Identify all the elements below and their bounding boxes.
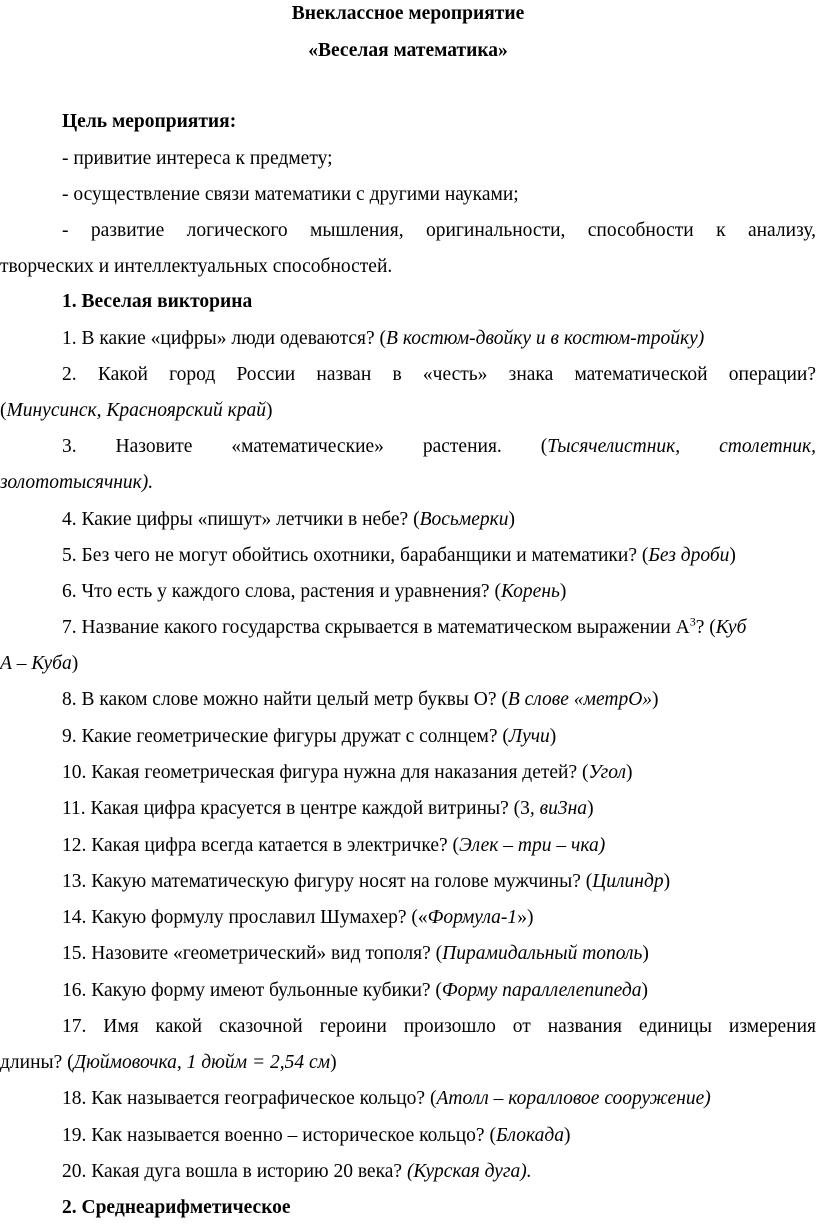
question-3-answer: золототысячник). xyxy=(0,472,154,493)
paren-close: ) xyxy=(330,1052,337,1073)
question-18 xyxy=(0,1087,816,1111)
question-text: 16. Какую форму имеют бульонные кубики? ( xyxy=(62,980,442,1001)
question-1 xyxy=(0,327,816,351)
question-text: 4. Какие цифры «пишут» летчики в небе? ( xyxy=(62,509,420,530)
question-answer: Восьмерки xyxy=(419,509,509,530)
question-answer: Корень xyxy=(500,581,560,602)
question-text: 5. Без чего не могут обойтись охотники, барабанщики и математики? ( xyxy=(62,545,649,566)
question-2-answer xyxy=(0,399,816,423)
section-2-heading: 2. Среднеарифметическое xyxy=(62,1197,291,1218)
question-text: 13. Какую математическую фигуру носят на голове мужчины? ( xyxy=(62,871,593,892)
paren-close: ) xyxy=(641,980,648,1001)
paren-close: ») xyxy=(517,907,534,928)
goal-item: - осуществление связи математики с другими науками; xyxy=(62,184,519,205)
question-text: 12. Какая цифра всегда катается в электричке? ( xyxy=(62,835,460,856)
question-answer: Цилиндр xyxy=(592,871,664,892)
question-8 xyxy=(0,688,816,712)
question-text: 7. Название какого государства скрывается в математическом выражении А xyxy=(62,617,690,638)
question-12 xyxy=(0,834,816,858)
question-text: 10. Какая геометрическая фигура нужна для наказания детей? ( xyxy=(62,762,589,783)
question-text: 11. Какая цифра красуется в центре каждой витрины? (3 xyxy=(62,798,530,819)
question-text: 8. В каком слове можно найти целый метр буквы О? ( xyxy=(62,689,508,710)
question-5 xyxy=(0,544,816,568)
question-answer: Угол xyxy=(588,762,627,783)
paren-open: ( xyxy=(0,400,7,421)
question-17: 17. Имя какой сказочной героини произошло от названия единицы измерения xyxy=(62,1016,816,1037)
exponent: 3 xyxy=(689,614,696,629)
question-text: 9. Какие геометрические фигуры дружат с солнцем? ( xyxy=(62,726,509,747)
question-text: 3. Назовите «математические» растения. ( xyxy=(62,436,548,457)
paren-close: ) xyxy=(729,545,736,566)
question-answer: Куб xyxy=(715,617,747,638)
section-1-heading: 1. Веселая викторина xyxy=(62,291,253,312)
question-answer: (Курская дуга). xyxy=(406,1161,532,1182)
question-answer: Элек – три – чка) xyxy=(459,835,606,856)
question-answer: В слове «метрО» xyxy=(507,689,653,710)
paren-close: ) xyxy=(549,726,557,747)
paren-close: ) xyxy=(563,1125,571,1146)
question-20 xyxy=(0,1160,816,1184)
question-19 xyxy=(0,1124,816,1148)
question-answer: Пирамидальный тополь xyxy=(442,943,643,964)
question-answer: Блокада xyxy=(495,1125,564,1146)
paren-close: ) xyxy=(587,798,594,819)
question-6 xyxy=(0,580,816,604)
question-11 xyxy=(0,797,816,821)
title-line-2: «Веселая математика» xyxy=(308,40,508,61)
question-16 xyxy=(0,979,816,1003)
paren-close: ) xyxy=(266,400,273,421)
question-answer: Без дроби xyxy=(648,545,730,566)
question-7 xyxy=(0,616,816,640)
question-7-answer xyxy=(0,652,816,676)
question-text: 20. Какая дуга вошла в историю 20 века? xyxy=(62,1161,407,1182)
question-answer: В костюм-двойку и в костюм-тройку) xyxy=(386,328,705,349)
paren-close: ) xyxy=(559,581,567,602)
question-answer: Формула-1 xyxy=(427,907,518,928)
question-10 xyxy=(0,761,816,785)
question-answer: Форму параллелепипеда xyxy=(441,980,642,1001)
question-text: 14. Какую формулу прославил Шумахер? (« xyxy=(62,907,428,928)
question-15 xyxy=(0,942,816,966)
paren-close: ) xyxy=(642,943,649,964)
question-text: длины? ( xyxy=(0,1052,74,1073)
question-14 xyxy=(0,906,816,930)
question-17-answer xyxy=(0,1051,816,1075)
goal-heading: Цель мероприятия: xyxy=(62,111,237,132)
question-text: 18. Как называется географическое кольцо? ( xyxy=(62,1088,437,1109)
goal-item: - привитие интереса к предмету; xyxy=(62,148,333,169)
question-9 xyxy=(0,725,816,749)
paren-close: ) xyxy=(652,689,659,710)
question-answer: Дюймовочка, 1 дюйм = 2,54 см xyxy=(73,1052,331,1073)
question-answer: Атолл – коралловое сооружение) xyxy=(436,1088,711,1109)
question-answer: Лучи xyxy=(508,726,550,747)
question-text: 15. Назовите «геометрический» вид тополя? ( xyxy=(62,943,443,964)
question-answer: Тысячелистник, столетник, xyxy=(547,436,816,457)
paren-close: ) xyxy=(663,871,671,892)
question-answer: , ви3на xyxy=(529,798,588,819)
title-line-1: Внеклассное мероприятие xyxy=(291,3,525,24)
question-4 xyxy=(0,508,816,532)
question-text-after: ? ( xyxy=(695,617,716,638)
question-text: 19. Как называется военно – историческое кольцо? ( xyxy=(62,1125,496,1146)
question-text: 6. Что есть у каждого слова, растения и уравнения? ( xyxy=(62,581,501,602)
goal-item-continuation: творческих и интеллектуальных способностей. xyxy=(0,256,393,277)
question-answer: Минусинск, Красноярский край xyxy=(6,400,267,421)
question-3 xyxy=(62,435,816,459)
goal-item: - развитие логического мышления, оригинальности, способности к анализу, xyxy=(62,220,816,241)
paren-close: ) xyxy=(508,509,515,530)
question-13 xyxy=(0,870,816,894)
paren-close: ) xyxy=(626,762,633,783)
question-text: 1. В какие «цифры» люди одеваются? ( xyxy=(62,328,387,349)
question-answer: А – Куба xyxy=(0,653,72,674)
paren-close: ) xyxy=(71,653,79,674)
question-2: 2. Какой город России назван в «честь» знака математической операции? xyxy=(62,364,816,385)
